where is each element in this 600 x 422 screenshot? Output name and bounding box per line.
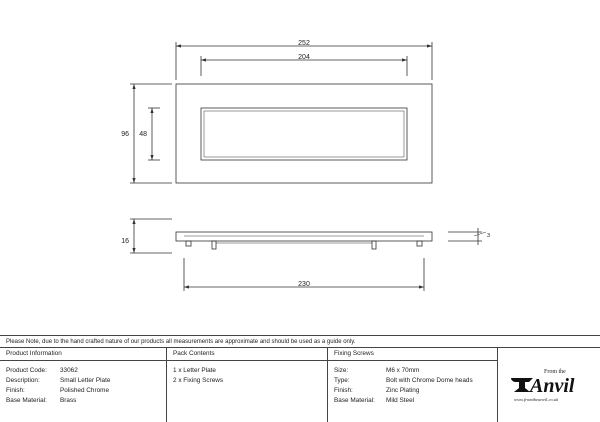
- screw-label: Size:: [334, 367, 349, 374]
- plate-aperture: [201, 108, 407, 160]
- info-row-description: [0, 376, 166, 386]
- logo-from-the: From the: [544, 369, 566, 375]
- dimension-arrows: [132, 44, 432, 288]
- screw-value: Bolt with Chrome Dome heads: [386, 377, 473, 384]
- info-value: 33062: [60, 367, 78, 374]
- screw-row-material: [328, 396, 497, 406]
- label-inner-height: 48: [139, 131, 147, 138]
- plate-outline: [176, 84, 432, 183]
- logo-url: www.fromtheanvil.co.uk: [514, 397, 559, 402]
- info-label: Description:: [6, 377, 40, 384]
- dimension-overall-width: [176, 42, 432, 80]
- info-value: Small Letter Plate: [60, 377, 111, 384]
- fixing-screws-table: [328, 348, 498, 422]
- screw-row-finish: [328, 386, 497, 396]
- screw-value: Mild Steel: [386, 397, 415, 404]
- info-label: Base Material:: [6, 397, 47, 404]
- dimension-inner-height: [148, 108, 160, 160]
- info-row-code: [0, 366, 166, 376]
- screw-value: Zinc Plating: [386, 387, 420, 394]
- screw-label: Base Material:: [334, 397, 375, 404]
- disclaimer-note: Please Note, due to the hand crafted nature of our products all measurements are approximate and should be used as a guide only.: [0, 335, 600, 348]
- dimension-depth: [130, 219, 172, 253]
- from-the-anvil-logo: [498, 348, 600, 422]
- pack-item: 2 x Fixing Screws: [173, 377, 224, 384]
- info-label: Product Code:: [6, 367, 47, 374]
- info-row-finish: [0, 386, 166, 396]
- logo-name: Anvil: [530, 375, 575, 397]
- label-depth: 16: [121, 238, 129, 245]
- product-information-table: [0, 348, 167, 422]
- screw-row-size: [328, 366, 497, 376]
- side-view: [176, 232, 432, 249]
- label-inner-width: 204: [298, 54, 310, 61]
- pack-contents-heading: Pack Contents: [167, 348, 327, 361]
- label-fixing-centres: 230: [298, 281, 310, 288]
- info-label: Finish:: [6, 387, 25, 394]
- screw-label: Finish:: [334, 387, 353, 394]
- label-side-small: 3: [487, 233, 491, 239]
- info-value: Brass: [60, 397, 77, 404]
- fixing-screws-heading: Fixing Screws: [328, 348, 497, 361]
- product-information-heading: Product Information: [0, 348, 166, 361]
- label-overall-height: 96: [121, 131, 129, 138]
- dimension-side-small: [448, 228, 486, 245]
- info-row-material: [0, 396, 166, 406]
- plate-aperture-inner: [204, 111, 404, 157]
- screw-label: Type:: [334, 377, 350, 384]
- info-value: Polished Chrome: [60, 387, 110, 394]
- screw-value: M6 x 70mm: [386, 367, 420, 374]
- label-overall-width: 252: [298, 40, 310, 47]
- pack-contents-table: [167, 348, 328, 422]
- dimension-overall-height: [130, 84, 172, 183]
- pack-item: 1 x Letter Plate: [173, 367, 216, 374]
- screw-row-type: [328, 376, 497, 386]
